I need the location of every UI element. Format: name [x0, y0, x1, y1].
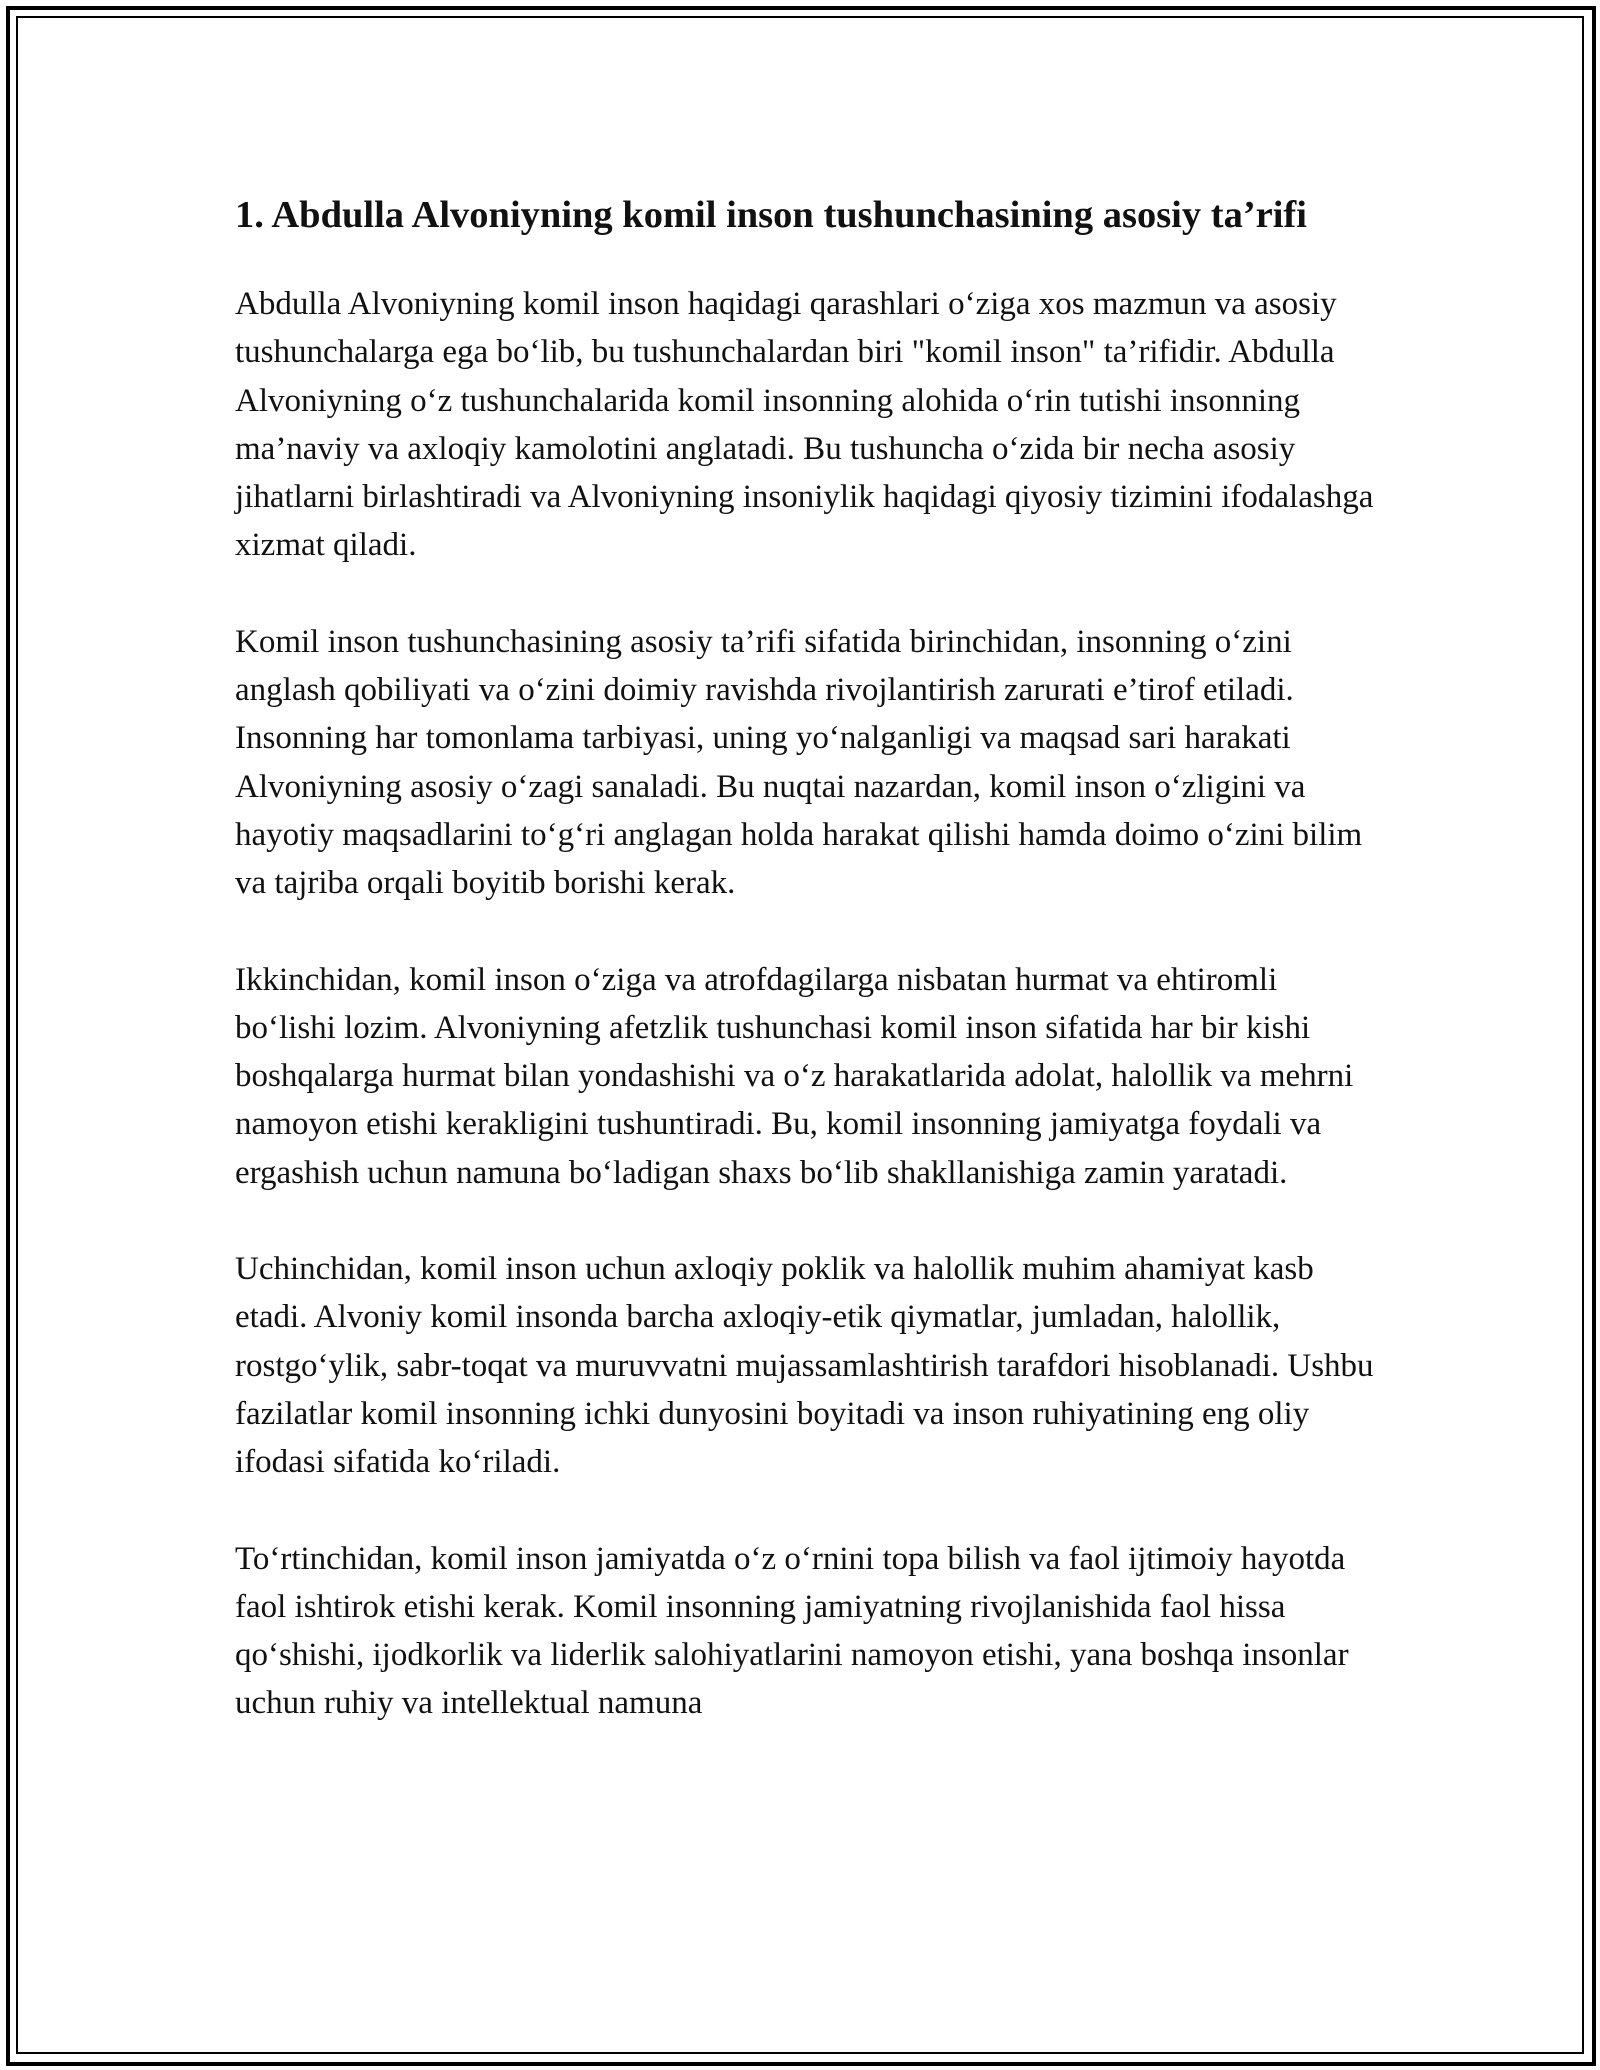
paragraph-3: Ikkinchidan, komil inson o‘ziga va atrofdagilarga nisbatan hurmat va ehtiromli bo‘lishi lozim. Alvoniyning afetzlik tushunchasi komil inson sifatida har bir kishi boshqalarga hurmat bilan yondashishi va o‘z harakatlarida adolat, halollik va mehrni namoyon etishi kerakligini tushuntiradi. Bu, komil insonning jamiyatga foydali va ergashish uchun namuna bo‘ladigan shaxs bo‘lib shakllanishiga zamin yaratadi.	[235, 961, 1354, 1191]
document-page	[235, 188, 1385, 1776]
paragraph-5: To‘rtinchidan, komil inson jamiyatda o‘z o‘rnini topa bilish va faol ijtimoiy hayotda faol ishtirok etishi kerak. Komil insonning jamiyatning rivojlanishida faol hissa qo‘shishi, ijodkorlik va liderlik salohiyatlarini namoyon etishi, yana boshqa insonlar uchun ruhiy va intellektual namuna	[235, 1540, 1349, 1722]
section-heading: 1. Abdulla Alvoniyning komil inson tushunchasining asosiy ta’rifi	[235, 194, 1307, 236]
paragraph-4: Uchinchidan, komil inson uchun axloqiy poklik va halollik muhim ahamiyat kasb etadi. Alvoniy komil insonda barcha axloqiy-etik qiymatlar, jumladan, halollik, rostgo‘ylik, sabr-toqat va muruvvatni mujassamlashtirish tarafdori hisoblanadi. Ushbu fazilatlar komil insonning ichki dunyosini boyitadi va inson ruhiyatining eng oliy ifodasi sifatida ko‘riladi.	[235, 1251, 1374, 1481]
paragraph-1: Abdulla Alvoniyning komil inson haqidagi qarashlari o‘ziga xos mazmun va asosiy tushunchalarga ega bo‘lib, bu tushunchalardan biri "komil inson" ta’rifidir. Abdulla Alvoniyning o‘z tushunchalarida komil insonning alohida o‘rin tutishi insonning ma’naviy va axloqiy kamolotini anglatadi. Bu tushuncha o‘zida bir necha asosiy jihatlarni birlashtiradi va Alvoniyning insoniylik haqidagi qiyosiy tizimini ifodalashga xizmat qiladi.	[235, 286, 1374, 564]
paragraph-2: Komil inson tushunchasining asosiy ta’rifi sifatida birinchidan, insonning o‘zini anglash qobiliyati va o‘zini doimiy ravishda rivojlantirish zarurati e’tirof etiladi. Insonning har tomonlama tarbiyasi, uning yo‘nalganligi va maqsad sari harakati Alvoniyning asosiy o‘zagi sanaladi. Bu nuqtai nazardan, komil inson o‘zligini va hayotiy maqsadlarini to‘g‘ri anglagan holda harakat qilishi hamda doimo o‘zini bilim va tajriba orqali boyitib borishi kerak.	[235, 623, 1363, 902]
